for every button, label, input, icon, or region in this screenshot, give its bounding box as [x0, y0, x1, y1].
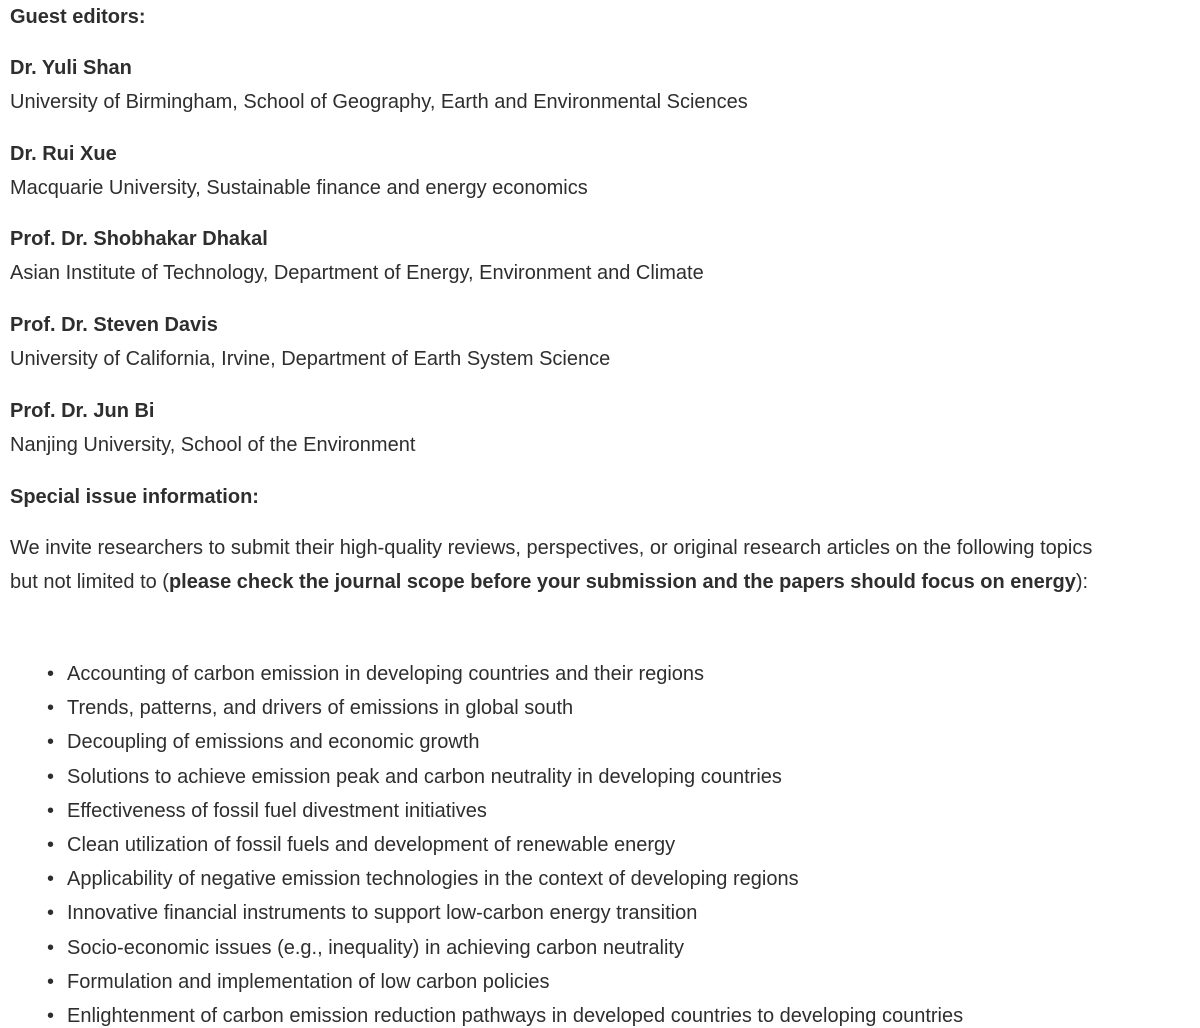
list-item: • Formulation and implementation of low carbon policies	[67, 965, 963, 999]
editor-entry	[10, 51, 748, 119]
editor-name: Prof. Dr. Steven Davis	[10, 314, 218, 336]
editor-affiliation: Macquarie University, Sustainable finance and energy economics	[10, 177, 588, 199]
editor-entry	[10, 222, 704, 290]
list-item: • Solutions to achieve emission peak and carbon neutrality in developing countries	[67, 760, 963, 794]
list-item: • Innovative financial instruments to support low-carbon energy transition	[67, 896, 963, 930]
list-item: • Decoupling of emissions and economic growth	[67, 725, 963, 759]
editor-name: Dr. Rui Xue	[10, 143, 117, 165]
intro-emphasis: please check the journal scope before your submission and the papers should focus on energy	[168, 571, 1076, 593]
special-issue-intro	[10, 531, 1120, 599]
editor-entry	[10, 394, 415, 462]
editor-affiliation: University of California, Irvine, Department of Earth System Science	[10, 348, 611, 370]
special-issue-heading: Special issue information:	[10, 486, 259, 508]
editor-entry	[10, 137, 588, 205]
editor-affiliation: Asian Institute of Technology, Department of Energy, Environment and Climate	[10, 262, 704, 284]
intro-text-end: ):	[1075, 571, 1089, 593]
editor-affiliation: Nanjing University, School of the Environment	[10, 434, 416, 456]
list-item: • Effectiveness of fossil fuel divestment initiatives	[67, 794, 963, 828]
list-item: • Clean utilization of fossil fuels and development of renewable energy	[67, 828, 963, 862]
editor-affiliation: University of Birmingham, School of Geography, Earth and Environmental Sciences	[10, 91, 748, 113]
editor-name: Prof. Dr. Shobhakar Dhakal	[10, 228, 268, 250]
list-item: • Enlightenment of carbon emission reduction pathways in developed countries to developing countries	[67, 999, 963, 1028]
editor-name: Prof. Dr. Jun Bi	[10, 400, 155, 422]
list-item: • Accounting of carbon emission in developing countries and their regions	[67, 657, 963, 691]
list-item: • Applicability of negative emission technologies in the context of developing regions	[67, 862, 963, 896]
editor-entry	[10, 308, 610, 376]
topics-list	[10, 657, 963, 1028]
list-item: • Trends, patterns, and drivers of emissions in global south	[67, 691, 963, 725]
intro-text: We invite researchers to submit their high-quality reviews, perspectives, or original research articles on the following topics but not limited to (	[10, 537, 1093, 593]
guest-editors-heading: Guest editors:	[10, 6, 146, 28]
editor-name: Dr. Yuli Shan	[10, 57, 132, 79]
list-item: • Socio-economic issues (e.g., inequality) in achieving carbon neutrality	[67, 931, 963, 965]
